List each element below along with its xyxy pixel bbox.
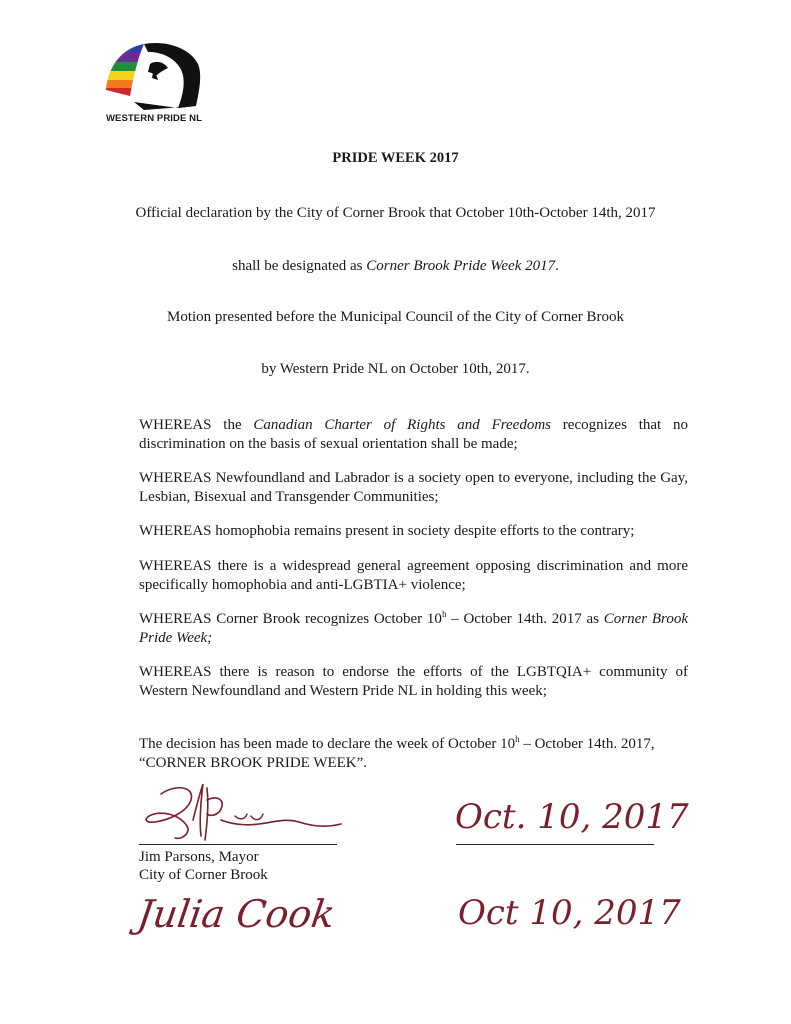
whereas-5-italic: Corner Brook Pride Week; — [139, 611, 688, 646]
whereas-1-prefix: WHEREAS the — [139, 417, 254, 433]
intro-line-2 — [0, 258, 791, 275]
western-pride-logo — [100, 40, 210, 125]
whereas-5-sup: h — [441, 609, 447, 619]
whereas-5 — [139, 610, 688, 648]
decision-line-1 — [139, 735, 688, 754]
intro-line-2-suffix: . — [555, 258, 559, 274]
intro-line-2-italic: Corner Brook Pride Week 2017 — [366, 258, 556, 274]
decision-suffix: – October 14th. 2017, — [519, 736, 655, 752]
whereas-6: WHEREAS there is reason to endorse the efforts of the LGBTQIA+ community of Western Newfoundland and Western Pride NL in holding this week; — [139, 664, 688, 699]
whereas-5-prefix: WHEREAS Corner Brook recognizes October 10 — [139, 611, 442, 627]
signed-date-1: Oct. 10, 2017 — [455, 797, 689, 837]
second-signature: Julia Cook — [134, 892, 338, 936]
decision-sup: h — [515, 734, 520, 744]
whereas-2: WHEREAS Newfoundland and Labrador is a society open to everyone, including the Gay, Lesbian, Bisexual and Transgender Communities; — [139, 470, 688, 505]
mayor-signature-icon — [135, 780, 355, 850]
whereas-1-suffix: recognizes that no discrimination on the basis of sexual orientation shall be made; — [139, 417, 689, 452]
intro-line-3: Motion presented before the Municipal Council of the City of Corner Brook — [167, 309, 624, 325]
decision-prefix: The decision has been made to declare the week of October 10 — [139, 736, 516, 752]
mayor-signature-line — [139, 844, 337, 845]
intro-line-2-prefix: shall be designated as — [232, 258, 367, 274]
intro-line-4: by Western Pride NL on October 10th, 2017. — [261, 361, 530, 377]
whereas-5-mid: – October 14th. 2017 as — [446, 611, 604, 627]
whereas-3: WHEREAS homophobia remains present in society despite efforts to the contrary; — [139, 523, 635, 539]
logo-text: WESTERN PRIDE NL — [105, 113, 203, 124]
whereas-1-italic: Canadian Charter of Rights and Freedoms — [253, 417, 551, 433]
puffin-rainbow-logo-icon — [104, 40, 204, 112]
whereas-4: WHEREAS there is a widespread general agreement opposing discrimination and more specifically homophobia and anti-LGBTIA+ violence; — [139, 558, 688, 593]
date-signature-line — [456, 844, 654, 845]
signed-date-2: Oct 10, 2017 — [458, 893, 681, 933]
intro-line-1: Official declaration by the City of Corner Brook that October 10th-October 14th, 2017 — [135, 205, 656, 221]
mayor-organization: City of Corner Brook — [139, 867, 268, 883]
document-title: PRIDE WEEK 2017 — [332, 150, 459, 166]
whereas-1 — [139, 416, 688, 454]
mayor-name: Jim Parsons, Mayor — [139, 849, 259, 865]
decision-line-2: “CORNER BROOK PRIDE WEEK”. — [139, 755, 368, 771]
